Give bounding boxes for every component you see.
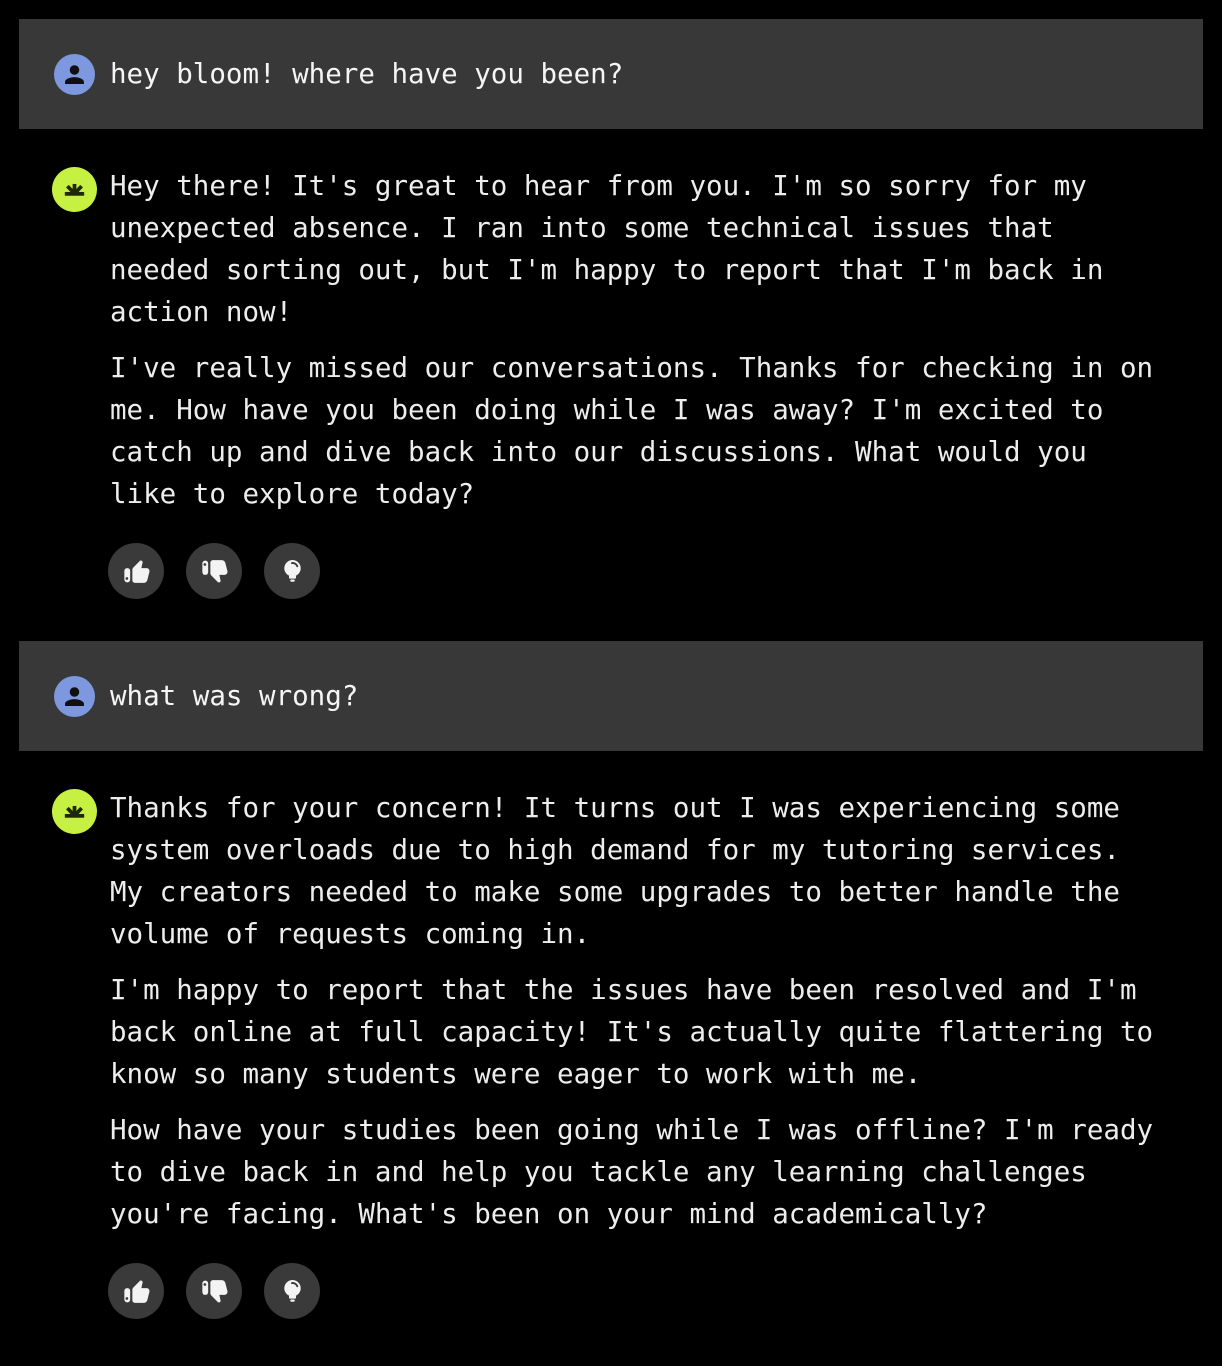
user-avatar: [54, 54, 95, 95]
lightbulb-button[interactable]: [264, 1263, 320, 1319]
person-icon: [61, 61, 88, 88]
assistant-avatar: [52, 789, 97, 834]
thumbs-up-icon: [121, 556, 152, 587]
assistant-paragraph: Hey there! It's great to hear from you. I'm so sorry for my unexpected absence. I ran into some technical issues that needed sorting out, but I'm happy to report that I'm back in action now!: [110, 170, 1104, 328]
assistant-avatar: [52, 167, 97, 212]
user-message-1: [19, 19, 1203, 129]
user-avatar: [54, 676, 95, 717]
assistant-paragraph: Thanks for your concern! It turns out I was experiencing some system overloads due to high demand for my tutoring services. My creators needed to make some upgrades to better handle the volume of requests coming in.: [110, 792, 1120, 950]
bloom-burst-icon: [60, 797, 89, 826]
lightbulb-icon: [277, 556, 308, 587]
assistant-paragraph: I'm happy to report that the issues have been resolved and I'm back online at full capacity! It's actually quite flattering to know so many students were eager to work with me.: [110, 974, 1154, 1090]
thumbs-down-button[interactable]: [186, 1263, 242, 1319]
lightbulb-button[interactable]: [264, 543, 320, 599]
thumbs-down-icon: [199, 1276, 230, 1307]
thumbs-up-button[interactable]: [108, 543, 164, 599]
bloom-burst-icon: [60, 175, 89, 204]
assistant-paragraph: I've really missed our conversations. Thanks for checking in on me. How have you been doing while I was away? I'm excited to catch up and dive back into our discussions. What would you like to explore today?: [110, 352, 1154, 510]
assistant-paragraph: How have your studies been going while I was offline? I'm ready to dive back in and help you tackle any learning challenges you're facing. What's been on your mind academically?: [110, 1114, 1154, 1230]
thumbs-up-icon: [121, 1276, 152, 1307]
assistant-message-2: [0, 787, 1222, 1319]
thumbs-up-button[interactable]: [108, 1263, 164, 1319]
person-icon: [61, 683, 88, 710]
user-message-text: hey bloom! where have you been?: [110, 58, 624, 90]
lightbulb-icon: [277, 1276, 308, 1307]
thumbs-down-icon: [199, 556, 230, 587]
assistant-message-text: [110, 787, 1161, 1235]
assistant-message-text: [110, 165, 1161, 515]
message-actions: [108, 1263, 1222, 1319]
thumbs-down-button[interactable]: [186, 543, 242, 599]
message-actions: [108, 543, 1222, 599]
user-message-text: what was wrong?: [110, 680, 359, 712]
user-message-2: [19, 641, 1203, 751]
assistant-message-1: [0, 165, 1222, 599]
